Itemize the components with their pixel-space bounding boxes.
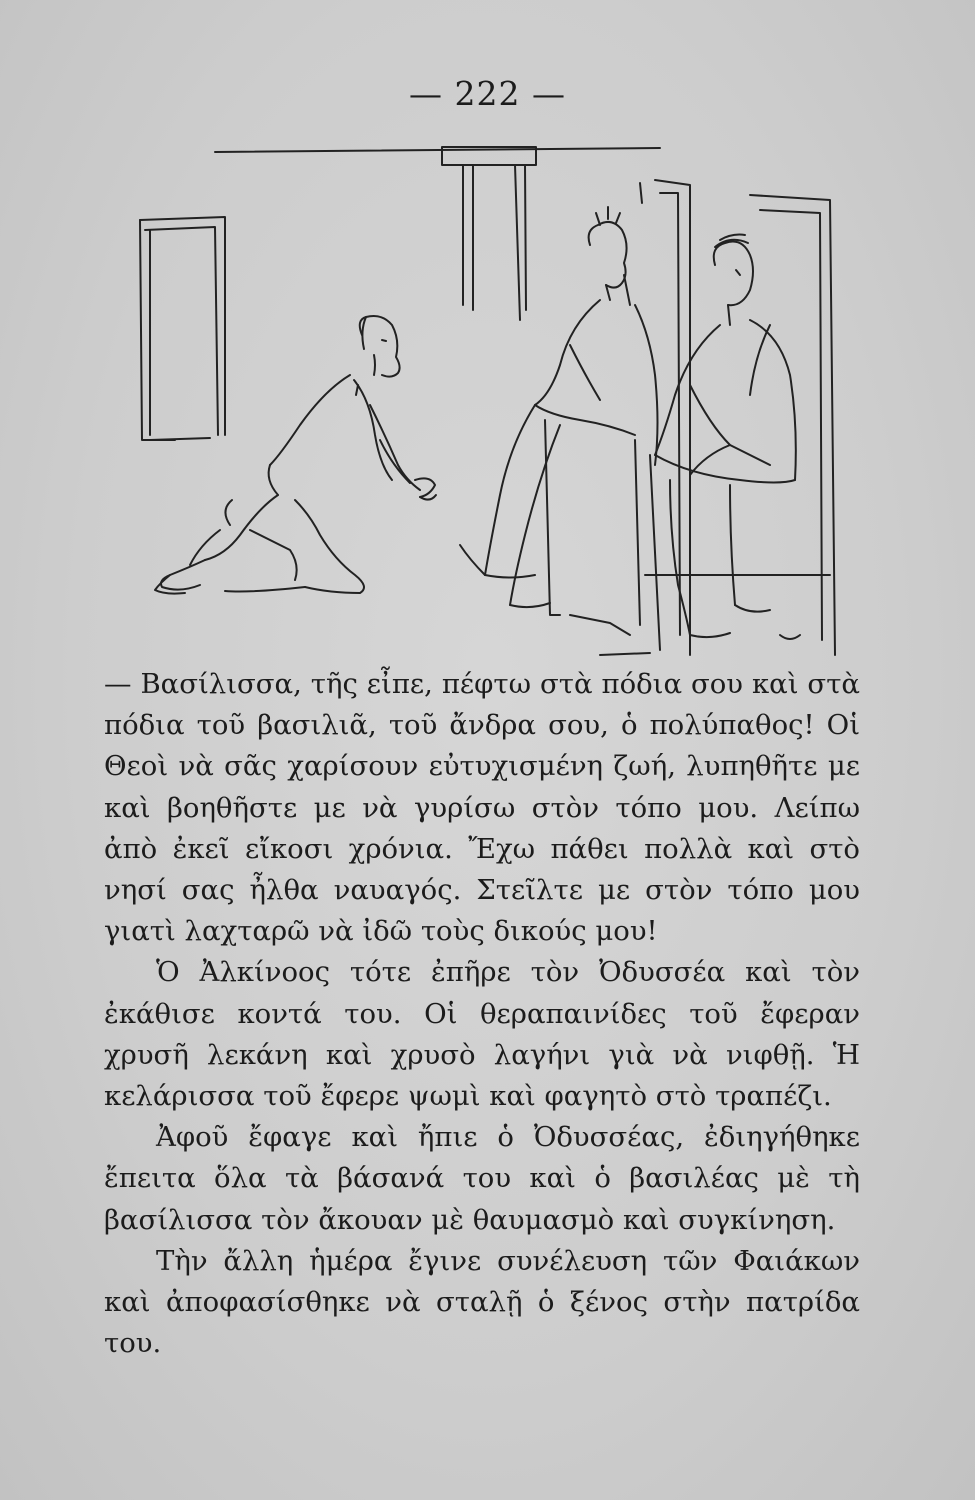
queen-figure: [460, 180, 690, 655]
paragraph-2: Ὁ Ἀλκίνοος τότε ἐπῆρε τὸν Ὀδυσσέα καὶ τὸν ἐκάθισε κοντά του. Οἱ θεραπαινίδες τοῦ ἔφεραν χρυσῆ λεκάνη καὶ χρυσὸ λαγήνι γιὰ νὰ νιφθῇ. Ἡ κελάρισσα τοῦ ἔφερε ψωμὶ καὶ φαγητὸ στὸ τραπέζι.: [104, 956, 860, 1113]
ceiling-beam: [215, 147, 660, 320]
paragraph-1: — Βασίλισσα, τῆς εἶπε, πέφτω στὰ πόδια σου καὶ στὰ πόδια τοῦ βασιλιᾶ, τοῦ ἄνδρα σου, ὁ πολύπαθος! Οἱ Θεοὶ νὰ σᾶς χαρίσουν εὐτυχισμένη ζωή, λυπηθῆτε με καὶ βοηθῆστε με νὰ γυρίσω στὸν τόπο μου. Λείπω ἀπὸ ἐκεῖ εἴκοσι χρόνια. Ἔχω πάθει πολλὰ καὶ στὸ νησί σας ἦλθα ναυαγός. Στεῖλτε με στὸν τόπο μου γιατὶ λαχταρῶ νὰ ἰδῶ τοὺς δικούς μου!: [104, 668, 860, 948]
illustration: [130, 135, 870, 665]
king-figure: [645, 195, 835, 655]
paragraph-4: Τὴν ἄλλη ἡμέρα ἔγινε συνέλευση τῶν Φαιάκων καὶ ἀποφασίσθηκε νὰ σταλῇ ὁ ξένος στὴν πατρίδα του.: [104, 1244, 860, 1360]
floor-scribble: [570, 615, 630, 635]
window: [140, 217, 225, 440]
line-drawing: [130, 135, 870, 665]
body-text: [104, 664, 860, 1364]
floor-line: [150, 438, 210, 440]
kneeling-man: [155, 316, 436, 594]
page-number: — 222 —: [409, 74, 566, 113]
paragraph-3: Ἀφοῦ ἔφαγε καὶ ἤπιε ὁ Ὀδυσσέας, ἐδιηγήθηκε ἔπειτα ὅλα τὰ βάσανά του καὶ ὁ βασιλέας μὲ τὴ βασίλισσα τὸν ἄκουαν μὲ θαυμασμὸ καὶ συγκίνηση.: [104, 1121, 860, 1236]
floor-scribble-2: [600, 653, 650, 655]
